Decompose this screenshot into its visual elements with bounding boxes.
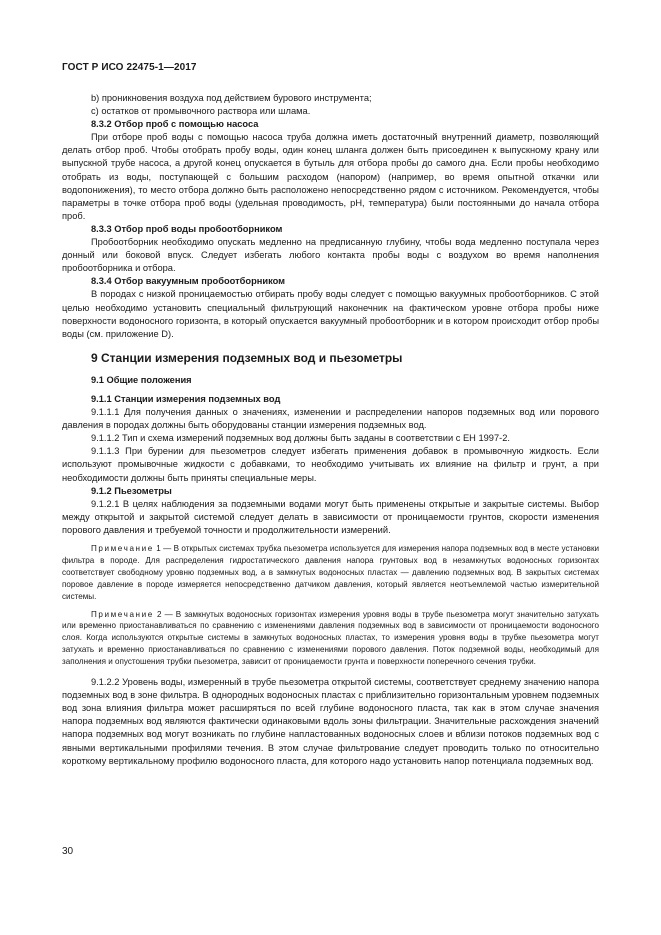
paragraph-9-1-2-2: 9.1.2.2 Уровень воды, измеренный в трубе пьезометра открытой системы, соответствует среднему значению напора подземных вод в зоне фильтра. В однородных водоносных пластах с приблизительно горизонтальным уровнем подземных вод зона влияния фильтра может расширяться по всей глубине водоносного пласта, так как в этом случае значения напора подземных вод являются фактически одинаковыми вдоль зоны фильтрации. Значительные расхождения значений напора подземных вод могут возникать по глубине напластованных водоносных слоев и вблизи потоков подземных вод с явными вертикальными профилями течения. В этом случае фильтрование следует проводить только по относительно короткому вертикальному профилю водоносного пласта, для которого надо установить напор потенциала подземных вод. [62,677,599,766]
note-label: Примечание [91,544,154,553]
paragraph-8-3-2: При отборе проб воды с помощью насоса труба должна иметь достаточный внутренний диаметр, позволяющий делать отбор проб. Чтобы отобрать пробу воды, один конец шланга должен быть присоединен к выпускному крану или выпускной трубе насоса, а другой конец опускается в бутыль для отбора пробы до самого дна. Если пробы необходимо отобрать из воды, поступающей с большим расходом (напором) (например, во время опытной откачки или водопонижения), то место отбора должно быть расположено непосредственно рядом с источником. Рекомендуется, чтобы параметры в точке отбора проб воды (удельная проводимость, pH, температура) были постоянными до начала отбора проб. [62,132,599,221]
paragraph-9-1-1-3: 9.1.1.3 При бурении для пьезометров следует избегать применения добавок в промывочную жидкость. Если используют промывочные жидкости с добавками, то необходимо учитывать их влияние на фильтр и грунт, а при необходимости должны быть приняты специальные меры. [62,446,599,483]
note-1-text: 1 — В открытых системах трубка пьезометра используется для измерения напора подземных вод в месте установки фильтра в породе. Для распределения гидростатического давления напора грунтовых вод в незамкнутых водоносных горизонтах соответствует свободному уровню подземных вод, а в замкнутых водоносных пластах — давлению подземных вод. В закрытых системах поровое давление в породе измеряется непосредственно датчиком давления, который является неотъемлемой частью измерительной системы. [62,544,600,601]
note-label: Примечание [91,609,154,619]
note-1 [62,543,599,603]
note-2-text: 2 — В замкнутых водоносных горизонтах измерения уровня воды в трубе пьезометра могут значительно затухать или временно приостанавливаться по сравнению с изменениями давления подземных вод в зависимости от проницаемости водоносного слоя. Когда используются открытые системы в замкнутых водоносных пластах, то измерения уровня воды в трубке пьезометра могут затухать и временно приостанавливаться по сравнению с изменениями порового давления. Поток подземной воды, необходимый для заполнения и опустошения трубки пьезометра, зависит от проницаемости грунта и поверхности поперечного сечения трубки. [62,609,599,667]
document-body [62,92,599,768]
paragraph-9-1-2-1: 9.1.2.1 В целях наблюдения за подземными водами могут быть применены открытые и закрытые системы. Выбор между открытой и закрытой системой следует делать в зависимости от проницаемости грунтов, скорости изменения порового давления и требуемой точности и продолжительности измерений. [62,498,599,535]
page-number: 30 [62,846,74,857]
heading-9-1: 9.1 Общие положения [91,374,192,385]
heading-8-3-2: 8.3.2 Отбор проб с помощью насоса [91,119,259,130]
heading-9-1-2: 9.1.2 Пьезометры [91,485,172,496]
heading-8-3-4: 8.3.4 Отбор вакуумным пробоотборником [91,276,286,287]
paragraph-8-3-3: Пробоотборник необходимо опускать медленно на предписанную глубину, чтобы вода медленно поступала через донный или боковой впуск. Следует избегать любого контакта пробы воды с воздухом во время наполнения пробоотборника и отбора. [62,237,599,274]
paragraph-8-3-4: В породах с низкой проницаемостью отбирать пробу воды следует с помощью вакуумных пробоотборников. С этой целью необходимо установить специальный фильтрующий наконечник на фактическом уровне отбора пробы ниже поверхности водоносного горизонта, в который опускается вакуумный пробоотборник и в котором происходит отбор пробы воды (см. приложение D). [62,289,599,339]
list-item-c: c) остатков от промывочного раствора или шлама. [91,106,311,117]
document-header: ГОСТ Р ИСО 22475-1—2017 [62,62,197,73]
heading-8-3-3: 8.3.3 Отбор проб воды пробоотборником [91,223,283,234]
paragraph-9-1-1-1: 9.1.1.1 Для получения данных о значениях, изменении и распределении напоров подземных вод или порового давления в породах должны быть оборудованы станции измерения подземных вод. [62,407,599,431]
list-item-b: b) проникновения воздуха под действием бурового инструмента; [91,93,372,103]
heading-9-1-1: 9.1.1 Станции измерения подземных вод [91,393,281,404]
paragraph-9-1-1-2: 9.1.1.2 Тип и схема измерений подземных вод должны быть заданы в соответствии с ЕН 1997-2. [91,433,510,444]
note-2 [62,609,599,669]
section-heading-9: 9 Станции измерения подземных вод и пьезометры [91,350,403,365]
